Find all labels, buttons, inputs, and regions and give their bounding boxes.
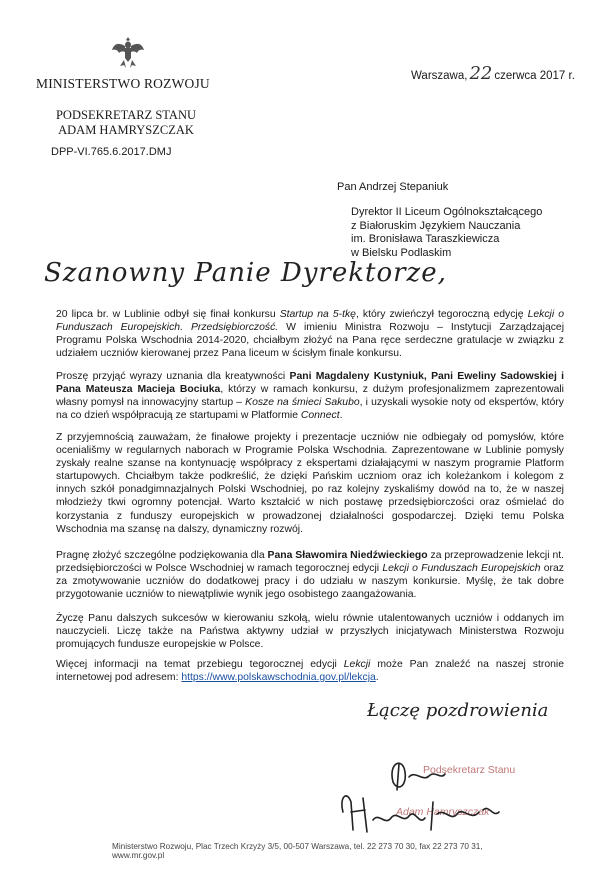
recipient-line: Dyrektor II Liceum Ogólnokształcącego xyxy=(351,206,543,218)
reference-number: DPP-VI.765.6.2017.DMJ xyxy=(51,146,172,158)
paragraph-3: Z przyjemnością zauważam, że finałowe projekty i prezentacje uczniów nie odbiegały od pomysłów, które oceniališmy w regularnych naborach w Programie Polska Wschodnia. Zaprezentowane w Lublinie pomysły zyskały realne szanse na kontynuację współpracy z ekspertami działającymi w naszym programie Platform startupowych. Chciałbym także podkreślić, że dzięki Pańskim uczniom oraz ich koleżankom i kolegom z innych szkół ponadgimnazjalnych Polski Wschodniej, po raz kolejny zyskaliśmy dowód na to, że w naszej młodzieży tkwi ogromny potencjał. Warto kształcić w nich postawę przedsiębiorczości oraz ośmielać do korzystania z funduszy europejskich w prowadzonej działalności gospodarczej. Dzięki temu Polska Wschodnia ma szansę na dalszy, dynamiczny rozwój. xyxy=(56,432,564,535)
stamp-name: Adam Hamryszczak xyxy=(396,806,490,818)
date-day-handwritten: 22 xyxy=(469,63,493,84)
paragraph-2: Proszę przyjąć wyrazy uznania dla kreatywności Pani Magdaleny Kustyniuk, Pani Eweliny Sadowskiej i Pana Mateusza Macieja Bociuka, którzy w ramach konkursu, z dużym profesjonalizmem zaprezentowali własny pomysł na innowacyjny startup – Kosze na śmieci Sakubo, i uzyskali wysokie noty od ekspertów, który na co dzień współpracują ze startupami w Platformie Connect. xyxy=(56,371,565,422)
paragraph-5: Życzę Panu dalszych sukcesów w kierowaniu szkołą, wielu równie utalentowanych uczniów i oddanych im nauczycieli. Liczę także na Państwa aktywny udział w przyszłych inicjatywach Ministerstwa Rozwoju promujących fundusze europejskie w Polsce. xyxy=(56,613,564,651)
handwritten-greeting: Szanowny Panie Dyrektorze, xyxy=(44,258,447,288)
ministry-name: MINISTERSTWO ROZWOJU xyxy=(36,76,210,91)
eagle-emblem-icon xyxy=(110,34,146,70)
paragraph-6: Więcej informacji na temat przebiegu tegorocznej edycji Lekcji może Pan znaleźć na naszej stronie internetowej pod adresem: https://www.polskawschodnia.gov.pl/lekcja. xyxy=(56,659,564,684)
paragraph-1: 20 lipca br. w Lublinie odbył się finał konkursu Startup na 5-tkę, który zwieńczył tegoroczną edycję Lekcji o Funduszach Europejskich. Przedsiębiorczość. W imieniu Ministra Rozwoju – Instytucji Zarządzającej Programu Polska Wschodnia 2014-2020, chciałbym złożyć na Pana ręce serdeczne gratulacje w związku z udziałem uczniów kierowanej przez Pana liceum w ścisłym finale konkursu. xyxy=(56,309,565,360)
sender-position: PODSEKRETARZ STANU xyxy=(55,108,197,122)
lekcja-website-link[interactable]: https://www.polskawschodnia.gov.pl/lekcja xyxy=(181,672,376,684)
handwritten-signature-icon xyxy=(333,742,516,837)
sender-name: ADAM HAMRYSZCZAK xyxy=(58,123,194,137)
footer-contact: Ministerstwo Rozwoju, Plac Trzech Krzyży 3/5, 00-507 Warszawa, tel. 22 273 70 30, fax 22 273 70 31, www.mr.gov.pl xyxy=(112,842,483,860)
stamp-role: Podsekretarz Stanu xyxy=(423,764,516,776)
handwritten-closing: Łączę pozdrowienia xyxy=(367,700,549,721)
recipient-address xyxy=(351,206,542,260)
date-city: Warszawa, xyxy=(411,70,468,82)
date-month-year: czerwca 2017 r. xyxy=(494,70,575,82)
paragraph-4: Pragnę złożyć szczególne podziękowania dla Pana Sławomira Niedźwieckiego za przeprowadzenie lekcji nt. przedsiębiorczości w Polsce Wschodniej w ramach tegorocznej edycji Lekcji o Funduszach Europejskich oraz za zmotywowanie uczniów do dodatkowej pracy i do udziału w naszym konkursie. Myślę, że tak dobre przygotowanie uczniów to niewątpliwie wynik jego osobistego zaangażowania. xyxy=(56,550,564,601)
letter-date xyxy=(411,63,575,84)
recipient-line: w Bielsku Podlaskim xyxy=(351,246,452,259)
recipient-line: z Białoruskim Językiem Nauczania xyxy=(351,219,521,232)
recipient-line: im. Bronisława Taraszkiewicza xyxy=(351,233,500,245)
sender-block xyxy=(51,108,201,138)
recipient-name: Pan Andrzej Stepaniuk xyxy=(337,181,449,193)
